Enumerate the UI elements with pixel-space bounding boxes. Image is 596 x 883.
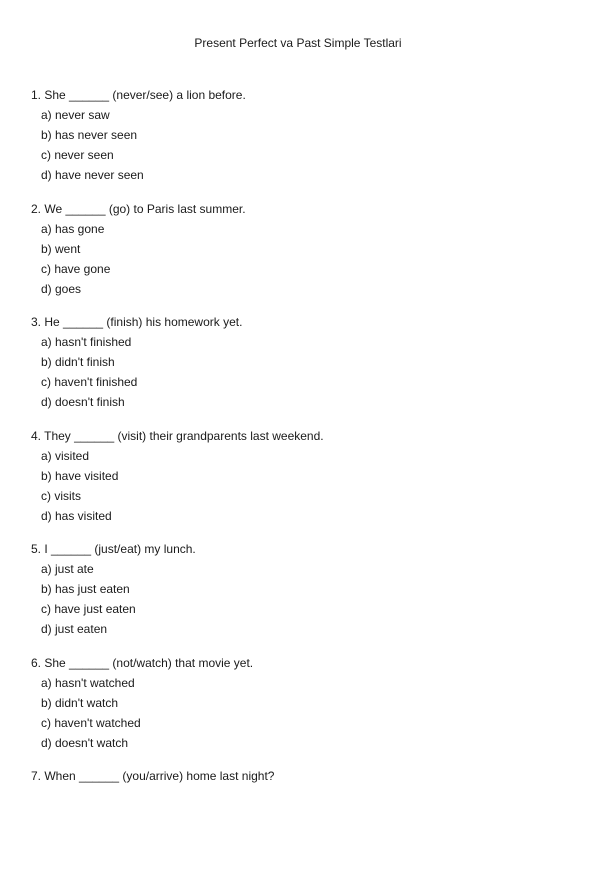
option-b: b) have visited [41, 468, 119, 483]
question-4 [31, 429, 571, 543]
option-d: d) goes [41, 281, 82, 296]
option-a: a) has gone [41, 221, 105, 236]
option-d: d) has visited [41, 508, 112, 523]
option-c: c) have gone [41, 261, 111, 276]
question-text: 6. She ______ (not/watch) that movie yet. [31, 655, 254, 670]
question-5 [31, 542, 571, 656]
option-d: d) have never seen [41, 168, 144, 182]
option-d: d) doesn't watch [41, 735, 129, 750]
page-title: Present Perfect va Past Simple Testlari [194, 36, 402, 50]
question-text: 5. I ______ (just/eat) my lunch. [31, 542, 196, 556]
option-a: a) hasn't finished [41, 335, 132, 349]
question-text: 1. She ______ (never/see) a lion before. [31, 88, 246, 102]
option-a: a) visited [41, 448, 90, 463]
option-c: c) never seen [41, 148, 114, 162]
question-text: 2. We ______ (go) to Paris last summer. [31, 201, 246, 216]
question-text: 7. When ______ (you/arrive) home last night? [31, 769, 275, 783]
question-list [31, 88, 571, 883]
option-c: c) have just eaten [41, 602, 136, 616]
question-text: 3. He ______ (finish) his homework yet. [31, 315, 243, 329]
option-c: c) visits [41, 488, 81, 503]
option-b: b) has just eaten [41, 582, 130, 596]
option-b: b) didn't finish [41, 355, 115, 369]
option-b: b) didn't watch [41, 695, 118, 710]
option-a: a) just ate [41, 562, 94, 576]
option-a: a) never saw [41, 108, 110, 122]
question-1 [31, 88, 571, 202]
question-2 [31, 202, 571, 316]
question-text: 4. They ______ (visit) their grandparents last weekend. [31, 428, 324, 443]
option-b: b) went [41, 241, 81, 256]
question-3 [31, 315, 571, 429]
question-7 [31, 769, 571, 883]
option-d: d) doesn't finish [41, 395, 125, 409]
option-a: a) hasn't watched [41, 675, 135, 690]
option-d: d) just eaten [41, 622, 108, 636]
question-6 [31, 656, 571, 770]
option-b: b) has never seen [41, 128, 138, 142]
option-c: c) haven't watched [41, 715, 141, 730]
option-c: c) haven't finished [41, 375, 138, 389]
